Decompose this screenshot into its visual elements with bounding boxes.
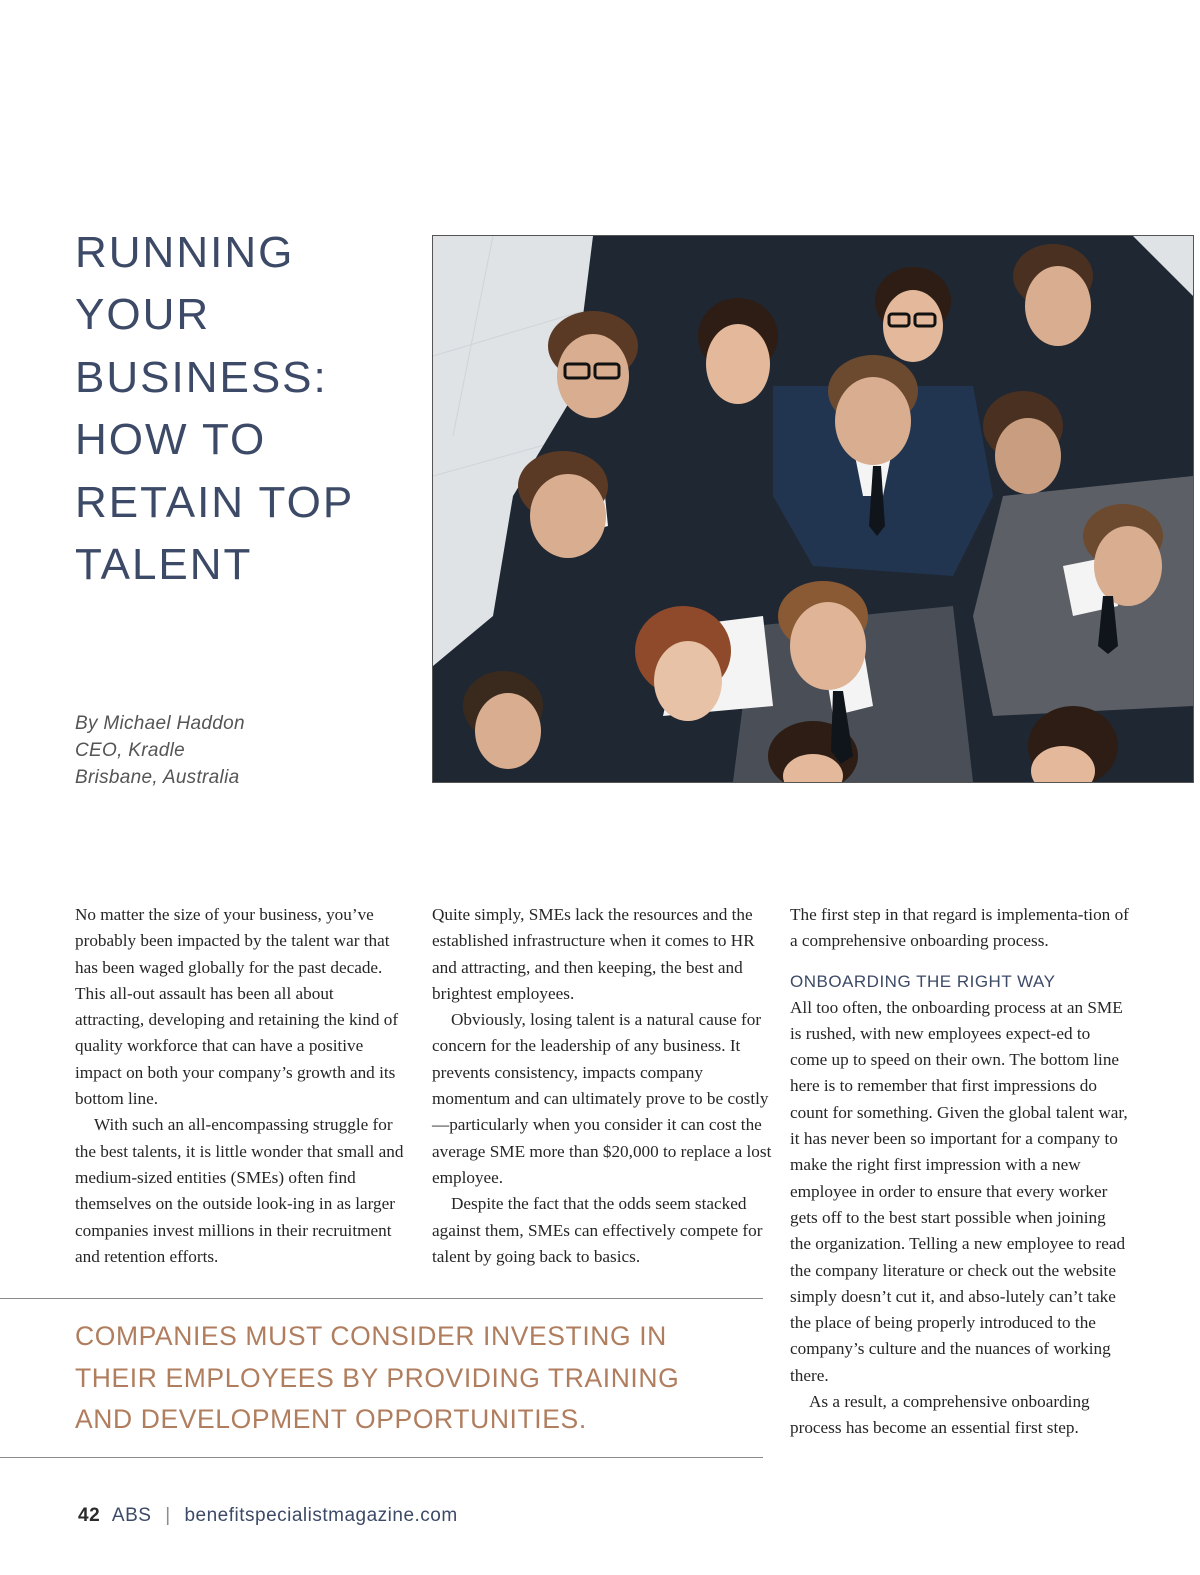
- website-url: benefitspecialistmagazine.com: [184, 1505, 458, 1526]
- paragraph: Despite the fact that the odds seem stacked against them, SMEs can effectively compete for talent by going back to basics.: [432, 1194, 763, 1266]
- paragraph: As a result, a comprehensive onboarding process has become an essential first step.: [790, 1392, 1090, 1438]
- article-column-3: [790, 902, 1130, 1442]
- page-footer: [78, 1503, 458, 1529]
- pull-quote-line: THEIR EMPLOYEES BY PROVIDING TRAINING: [75, 1362, 680, 1393]
- article-headline: [75, 222, 354, 596]
- paragraph: With such an all-encompassing struggle for the best talents, it is little wonder that small and medium-sized entities (SMEs) often find themselves on the outside look-ing in as larger companies invest millions in their recruitment and retention efforts.: [75, 1115, 404, 1266]
- byline: [75, 710, 245, 791]
- article-column-2: [432, 902, 772, 1270]
- headline-line: RUNNING: [75, 228, 295, 277]
- paragraph: The first step in that regard is implementa-tion of a comprehensive onboarding process.: [790, 905, 1129, 951]
- headline-line: RETAIN TOP: [75, 477, 355, 527]
- footer-separator: |: [165, 1505, 171, 1526]
- headline-line: TALENT: [75, 540, 253, 590]
- pull-quote: [75, 1316, 755, 1441]
- pull-quote-line: AND DEVELOPMENT OPPORTUNITIES.: [75, 1404, 587, 1434]
- byline-author: By Michael Haddon: [75, 713, 245, 734]
- pullquote-top-divider: [0, 1298, 763, 1299]
- group-photo: [432, 235, 1194, 783]
- publication-name: ABS: [111, 1505, 152, 1526]
- headline-line: BUSINESS:: [75, 352, 328, 402]
- pullquote-bottom-divider: [0, 1457, 763, 1458]
- headline-line: YOUR: [75, 290, 211, 340]
- paragraph: No matter the size of your business, you’ve probably been impacted by the talent war that has been waged globally for the past decade. This all-out assault has been all about attracting, developing and retaining the kind of quality workforce that can have a positive impact on both your company’s growth and its bottom line.: [75, 905, 399, 1109]
- byline-location: Brisbane, Australia: [75, 767, 240, 788]
- section-subhead: ONBOARDING THE RIGHT WAY: [790, 971, 1056, 991]
- group-photo-illustration: [433, 236, 1193, 782]
- headline-line: HOW TO: [75, 415, 267, 465]
- byline-title: CEO, Kradle: [75, 740, 185, 761]
- paragraph: Obviously, losing talent is a natural cause for concern for the leadership of any business. It prevents consistency, impacts company momentum and can ultimately prove to be costly—particularly when you consider it can cost the average SME more than $20,000 to replace a lost employee.: [432, 1010, 772, 1187]
- article-column-1: [75, 902, 405, 1270]
- paragraph: All too often, the onboarding process at an SME is rushed, with new employees expect-ed to come up to speed on their own. The bottom line here is to remember that first impressions do count for something. Given the global talent war, it has never been so important for a company to make the right first impression with a new employee in order to ensure that every worker gets off to the best start possible when joining the organization. Telling a new employee to read the company literature or check out the website simply doesn’t cut it, and abso-lutely can’t take the place of being properly introduced to the company’s culture and the nuances of working there.: [790, 997, 1128, 1385]
- paragraph: Quite simply, SMEs lack the resources and the established infrastructure when it comes to HR and attracting, and then keeping, the best and brightest employees.: [432, 905, 755, 1003]
- pull-quote-line: COMPANIES MUST CONSIDER INVESTING IN: [75, 1321, 667, 1351]
- page-number: 42: [78, 1505, 101, 1526]
